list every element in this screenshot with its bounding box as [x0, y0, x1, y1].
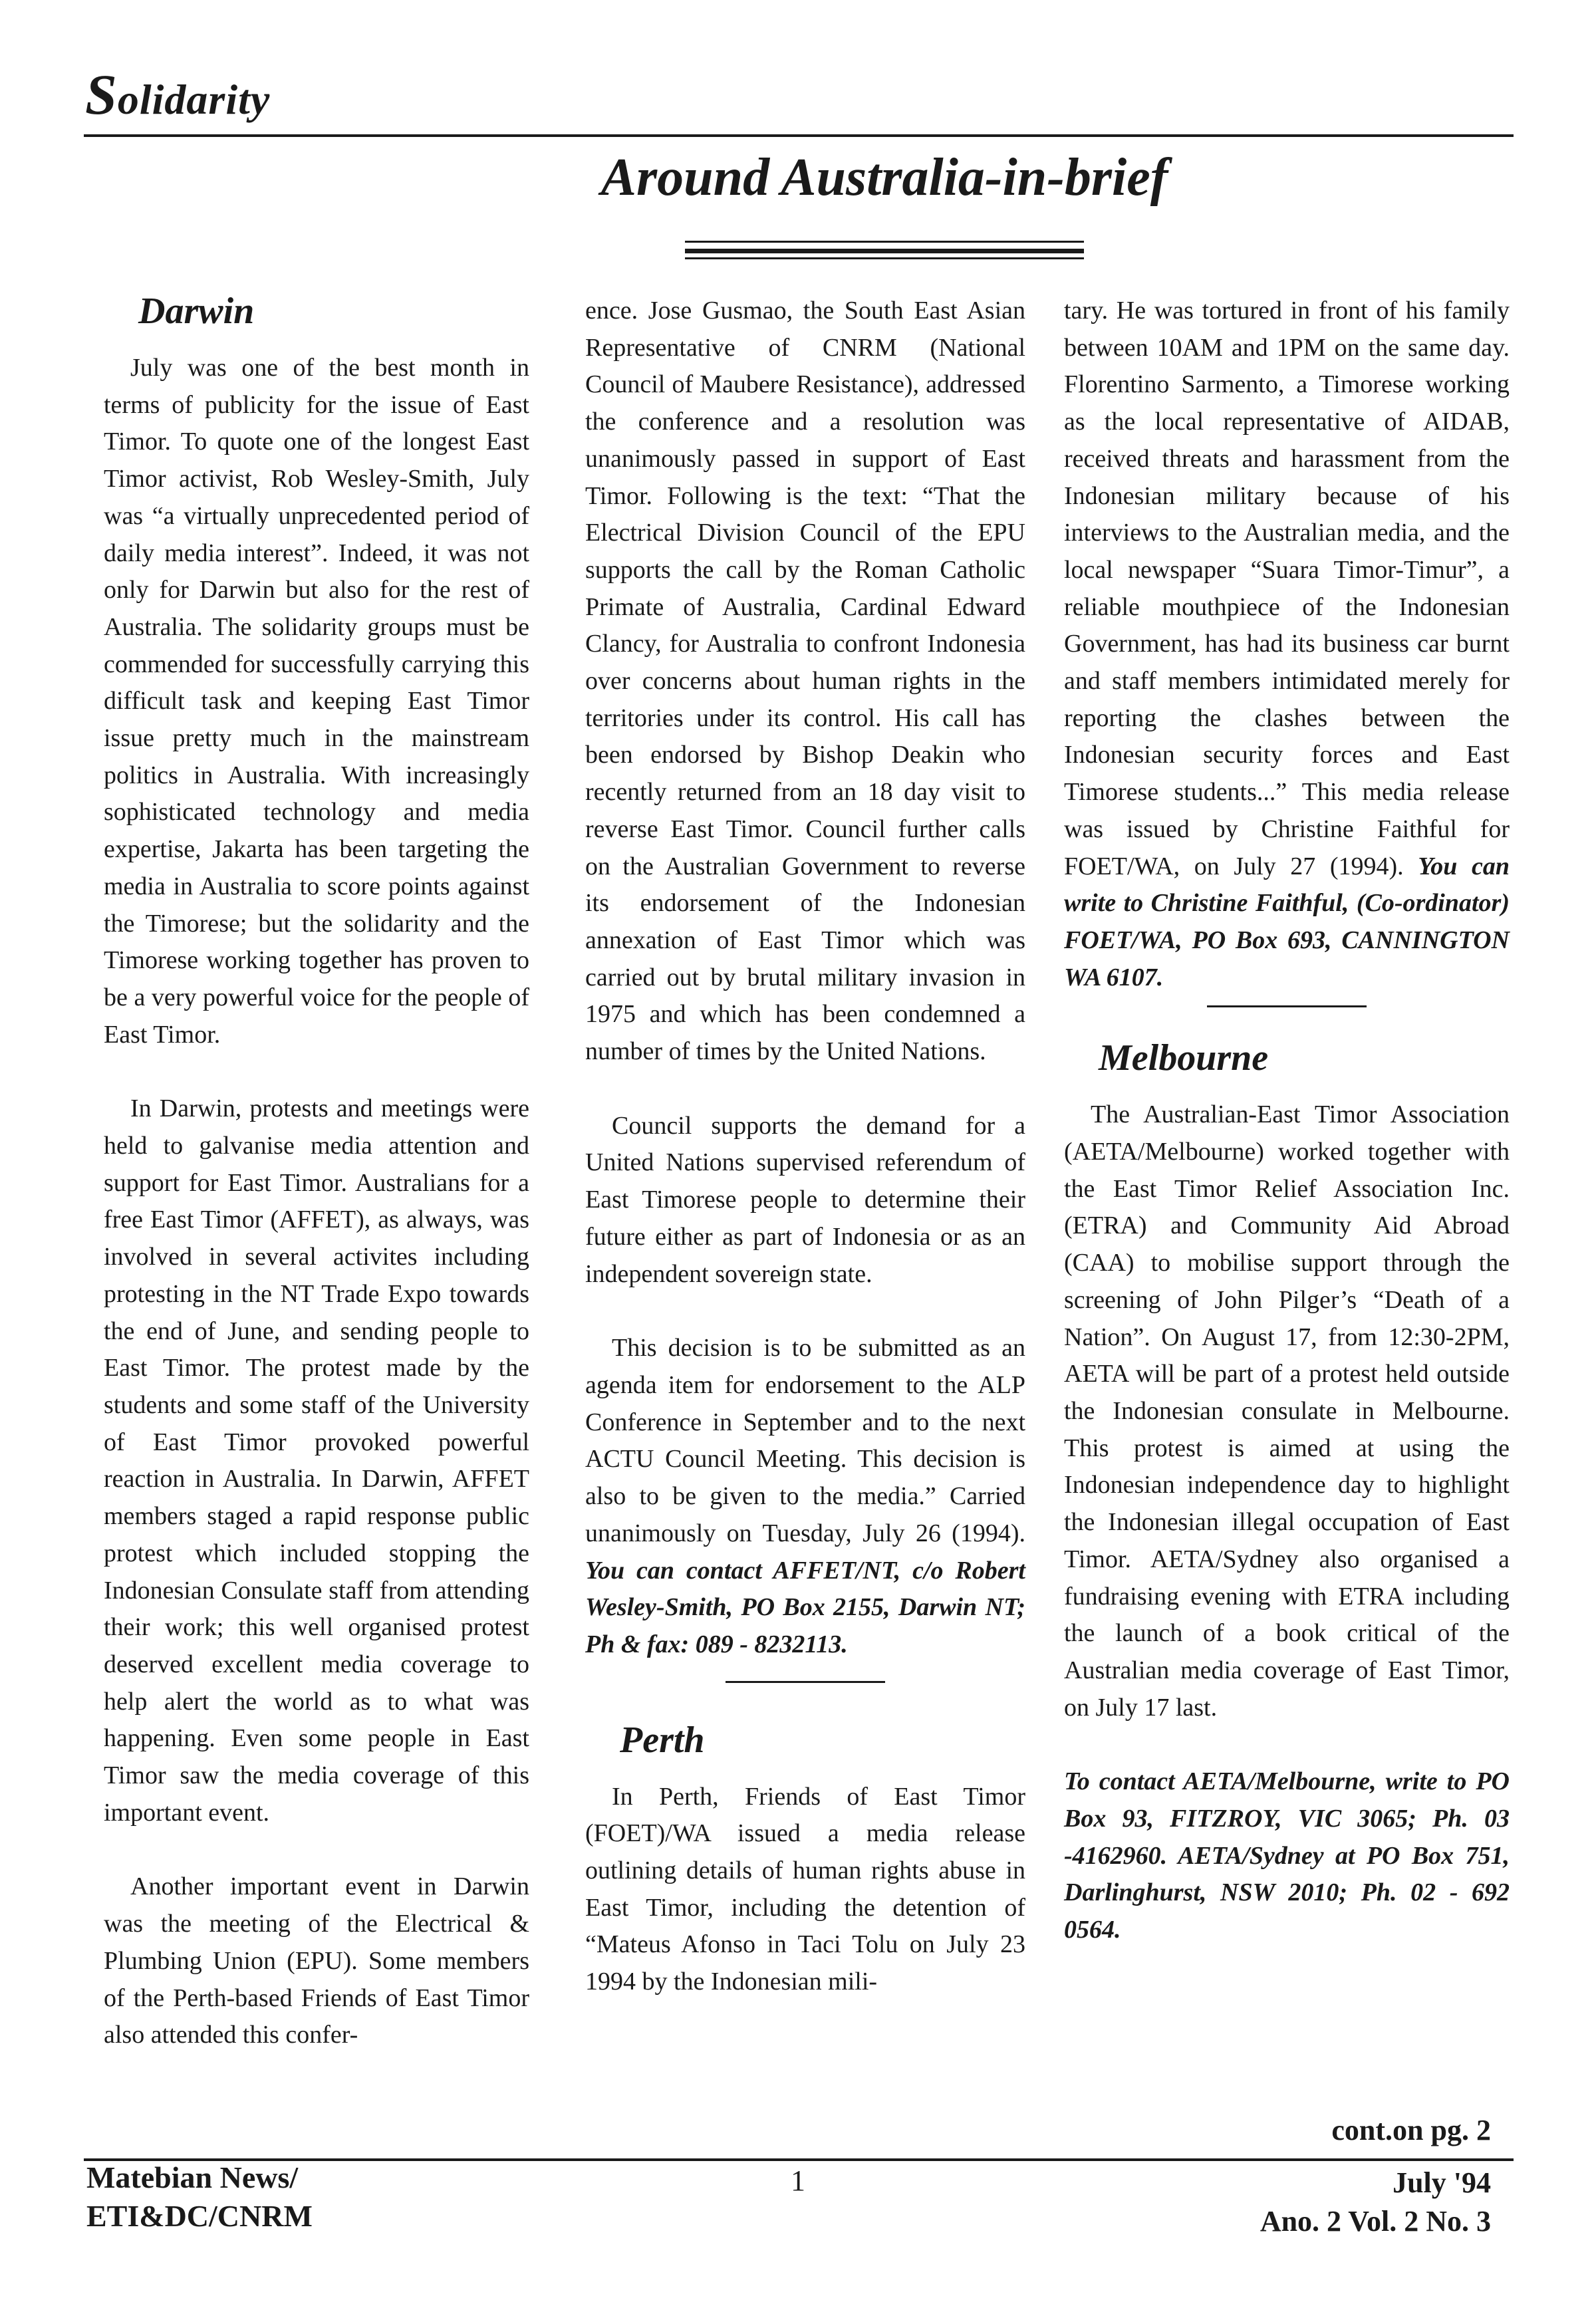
footer-publication — [86, 2158, 313, 2236]
masthead-rest: olidarity — [117, 76, 271, 123]
column-3 — [1064, 293, 1510, 1986]
paragraph: July was one of the best month in terms of publicity for the issue of East Timor. To quote one of the longest East Timor activist, Rob Wesley-Smith, July was “a virtually unprecedented period of daily media interest”. Indeed, it was not only for Darwin but also for the rest of Australia. The solidarity groups must be commended for successfully carrying this difficult task and keeping East Timor issue pretty much in the mainstream politics in Australia. With increasingly sophisticated technology and media expertise, Jakarta has been targeting the media in Australia to score points against the Timorese; but the solidarity and the Timorese working together has proven to be a very powerful voice for the people of East Timor. — [104, 354, 529, 1049]
paragraph — [585, 1330, 1025, 1663]
footer-publication-line: Matebian News/ — [86, 2160, 299, 2194]
paragraph — [1064, 293, 1510, 996]
headline-rule — [685, 257, 1084, 259]
masthead — [85, 61, 270, 128]
paragraph: In Perth, Friends of East Timor (FOET)/WA issued a media release outlining details of human rights abuse in East Timor, including the detention of “Mateus Afonso in Taci Tolu on July 23 1994 by the Indonesian mili- — [585, 1782, 1025, 1996]
section-heading-melbourne: Melbourne — [1099, 1037, 1269, 1079]
page-number: 1 — [791, 2164, 805, 2197]
headline-rule — [685, 241, 1084, 243]
column-1 — [104, 293, 529, 2091]
footer-publication-line: ETI&DC/CNRM — [86, 2199, 313, 2233]
masthead-initial: S — [85, 63, 118, 126]
section-heading-perth: Perth — [620, 1719, 705, 1761]
headline-rule — [685, 249, 1084, 253]
section-separator — [726, 1681, 885, 1683]
continued-note: cont.on pg. 2 — [1331, 2114, 1491, 2146]
top-rule — [84, 134, 1514, 137]
paragraph: Council supports the demand for a United Nations supervised referendum of East Timorese people to determine their future either as part of Indonesia or as an independent sovereign state. — [585, 1111, 1025, 1288]
paragraph: ence. Jose Gusmao, the South East Asian Representative of CNRM (National Council of Maubere Resistance), addressed the conference and a resolution was unanimously passed in support of East Timor. Following is the text: “That the Electrical Division Council of the EPU supports the call by the Roman Catholic Primate of Australia, Cardinal Edward Clancy, for Australia to confront Indonesia over concerns about human rights in the territories under its control. His call has been endorsed by Bishop Deakin who recently returned from an 18 day visit to reverse East Timor. Council further calls on the Australian Government to reverse its endorsement of the Indonesian annexation of East Timor which was carried out by brutal military invasion in 1975 and which has been condemned a number of times by the United Nations. — [585, 297, 1025, 1066]
section-heading-darwin: Darwin — [138, 291, 255, 332]
paragraph: The Australian-East Timor Association (AETA/Melbourne) worked together with the East Timor Relief Association Inc. (ETRA) and Community Aid Abroad (CAA) to mobilise support through the screening of John Pilger’s “Death of a Nation”. On August 17, from 12:30-2PM, AETA will be part of a protest held outside the Indonesian consulate in Melbourne. This protest is aimed at using the Indonesian independence day to highlight the Indonesian illegal occupation of East Timor. AETA/Sydney also organised a fundraising evening with ETRA including the launch of a book critical of the Australian media coverage of East Timor, on July 17 last. — [1064, 1100, 1510, 1722]
aeta-contact: To contact AETA/Melbourne, write to PO Box 93, FITZROY, VIC 3065; Ph. 03 -4162960. AETA/Sydney at PO Box 751, Darlinghurst, NSW 2010; Ph. 02 - 692 0564. — [1064, 1767, 1510, 1944]
paragraph-text: This decision is to be submitted as an agenda item for endorsement to the ALP Conference in September and to the next ACTU Council Meeting. This decision is also to be given to the media.” Carried unanimously on Tuesday, July 26 (1994). — [585, 1334, 1025, 1547]
section-separator — [1207, 1005, 1367, 1007]
paragraph-text: tary. He was tortured in front of his family between 10AM and 1PM on the same day. Florentino Sarmento, a Timorese working as the local representative of AIDAB, received threats and harassment from the Indonesian military because of his interviews to the Australian media, and the local newspaper “Suara Timor-Timur”, a reliable mouthpiece of the Indonesian Government, has had its business car burnt and staff members intimidated merely for reporting the clashes between the Indonesian security forces and East Timorese students...” This media release was issued by Christine Faithful for FOET/WA, on July 27 (1994). — [1064, 297, 1510, 880]
foet-contact: You can write to Christine Faithful, (Co-ordinator) FOET/WA, PO Box 693, CANNINGTON WA 6107. — [1064, 852, 1510, 991]
page-headline: Around Australia-in-brief — [600, 148, 1168, 207]
footer-date: July '94 — [1393, 2166, 1491, 2199]
footer-volume: Ano. 2 Vol. 2 No. 3 — [1260, 2205, 1491, 2238]
affet-contact: You can contact AFFET/NT, c/o Robert Wesley-Smith, PO Box 2155, Darwin NT; Ph & fax: 089 - 8232113. — [585, 1556, 1025, 1658]
column-2 — [585, 293, 1025, 2038]
paragraph: Another important event in Darwin was the meeting of the Electrical & Plumbing Union (EPU). Some members of the Perth-based Friends of East Timor also attended this confer- — [104, 1872, 529, 2049]
footer-issue — [1260, 2164, 1491, 2241]
paragraph: In Darwin, protests and meetings were held to galvanise media attention and support for East Timor. Australians for a free East Timor (AFFET), as always, was involved in several activites including protesting in the NT Trade Expo towards the end of June, and sending people to East Timor. The protest made by the students and some staff of the University of East Timor provoked powerful reaction in Australia. In Darwin, AFFET members staged a rapid response public protest which included stopping the Indonesian Consulate staff from attending their work; this well organised protest deserved excellent media coverage to help alert the world as to what was happening. Even some people in East Timor saw the media coverage of this important event. — [104, 1094, 529, 1827]
